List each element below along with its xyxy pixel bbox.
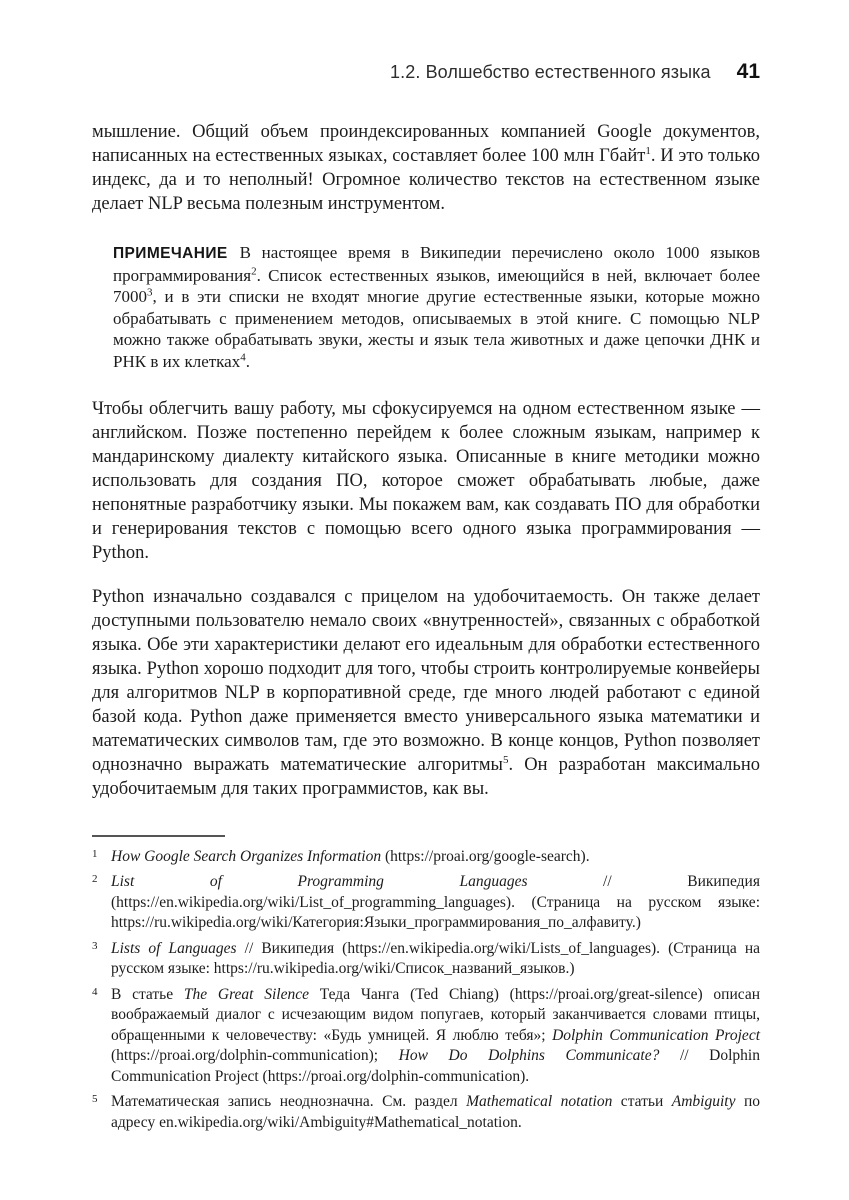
text-run: В статье: [111, 985, 184, 1003]
footnote-number: 2: [92, 873, 98, 886]
footnote-text: [111, 940, 760, 978]
body-paragraph: [92, 120, 760, 216]
footnote-divider: [92, 835, 225, 837]
footnote-ref-sup: 3: [147, 286, 153, 299]
italic-text-run: Ambiguity: [671, 1093, 736, 1111]
text-run: по адресу en.wikipedia.org/wiki/Ambiguity#Mathematical_notation.: [111, 1093, 760, 1131]
italic-text-run: How Do Dolphins Communicate?: [398, 1047, 660, 1065]
footnote-number: 5: [92, 1093, 98, 1106]
text-run: Python изначально создавался с прицелом на удобочитаемость. Он также делает доступными пользователю немало своих «внутренностей», связанных с обработкой языка. Обе эти характеристики делают его идеальным для обработки естественного языка. Python хорошо подходит для того, чтобы строить контролируемые конвейеры для алгоритмов NLP в корпоративной среде, где много людей работают с единой базой кода. Python даже применяется вместо универсального языка математики и математических символов там, где это возможно. В конце концов, Python позволяет однозначно выражать математические алгоритмы: [92, 586, 760, 775]
running-header-title: 1.2. Волшебство естественного языка: [390, 62, 711, 82]
text-run: Теда Чанга (Ted Chiang) (https://proai.org/great-silence) описан воображаемый диалог с исчезающим видом попугаев, который заканчивается словами птицы, обращенными к человечеству: «Будь умницей. Я люблю тебя»;: [111, 985, 760, 1044]
note-label: ПРИМЕЧАНИЕ: [113, 245, 228, 262]
footnote-ref-sup: 2: [251, 264, 257, 277]
text-run: мышление. Общий объем проиндексированных компанией Google документов, написанных на естественных языках, составляет более 100 млн Гбайт: [92, 122, 760, 166]
footnote-item: [92, 985, 760, 1088]
body-paragraph: [92, 585, 760, 801]
page-header: [92, 60, 760, 84]
text-run: .: [245, 351, 250, 371]
body-paragraph: [92, 397, 760, 565]
note-box: [113, 242, 760, 373]
footnote-item: [92, 1092, 760, 1133]
footnote-number: 3: [92, 939, 98, 952]
footnote-item: [92, 847, 760, 868]
footnote-item: [92, 872, 760, 934]
text-run: // Dolphin Communication Project (https://proai.org/dolphin-communication).: [111, 1047, 760, 1085]
text-run: (https://proai.org/dolphin-communication);: [111, 1047, 399, 1065]
text-run: (https://proai.org/google-search).: [381, 847, 590, 865]
footnote-text: [111, 873, 760, 931]
footnote-ref-sup: 5: [502, 753, 509, 766]
italic-text-run: Lists of Languages: [111, 939, 237, 957]
italic-text-run: The Great Silence: [183, 985, 309, 1003]
footnote-item: [92, 939, 760, 980]
text-run: В настоящее время в Википедии перечислено около 1000 языков программирования: [113, 243, 760, 285]
text-run: , и в эти списки не входят многие другие естественные языки, которые можно обрабатывать с применением методов, описываемых в этой книге. С помощью NLP можно также обрабатывать звуки, жесты и язык тела животных и даже цепочки ДНК и РНК в их клетках: [113, 287, 760, 371]
footnote-number: 4: [92, 985, 98, 998]
footnote-text: [111, 1093, 760, 1131]
text-run: Математическая запись неоднозначна. См. раздел: [111, 1093, 467, 1111]
footnote-text: [111, 986, 760, 1085]
italic-text-run: Mathematical notation: [466, 1093, 613, 1111]
footnote-number: 1: [92, 847, 98, 860]
text-run: // Википедия (https://en.wikipedia.org/wiki/Lists_of_languages). (Страница на русском языке: https://ru.wikipedia.org/wiki/Список_названий_языков.): [111, 939, 761, 978]
footnotes: [92, 847, 760, 1134]
footnote-ref-sup: 1: [645, 144, 651, 157]
italic-text-run: List of Programming Languages: [111, 873, 528, 891]
text-run: . Он разработан максимально удобочитаемым для таких программистов, как вы.: [92, 754, 760, 799]
note-text: [113, 243, 760, 371]
text-run: . И это только индекс, да и то неполный! Огромное количество текстов на естественном языке делает NLP весьма полезным инструментом.: [92, 146, 760, 214]
text-run: // Википедия (https://en.wikipedia.org/wiki/List_of_programming_languages). (Страница на русском языке: https://ru.wikipedia.org/wiki/Категория:Языки_программирования_по_алфавиту.): [111, 873, 760, 932]
text-run: статьи: [612, 1093, 672, 1111]
italic-text-run: How Google Search Organizes Information: [111, 847, 382, 865]
page-number: 41: [736, 60, 760, 83]
text-run: Чтобы облегчить вашу работу, мы сфокусируемся на одном естественном языке — английском. Позже постепенно перейдем к более сложным языкам, например к мандаринскому диалекту китайского языка. Описанные в книге методики можно использовать для создания ПО, которое сможет обрабатывать любые, даже непонятные разработчику языки. Мы покажем вам, как создавать ПО для обработки и генерирования текстов с помощью всего одного языка программирования — Python.: [92, 398, 760, 563]
footnote-ref-sup: 4: [240, 351, 246, 364]
footnote-text: [111, 848, 590, 865]
italic-text-run: Dolphin Communication Project: [552, 1026, 760, 1044]
text-run: . Список естественных языков, имеющийся в ней, включает более 7000: [113, 265, 760, 307]
